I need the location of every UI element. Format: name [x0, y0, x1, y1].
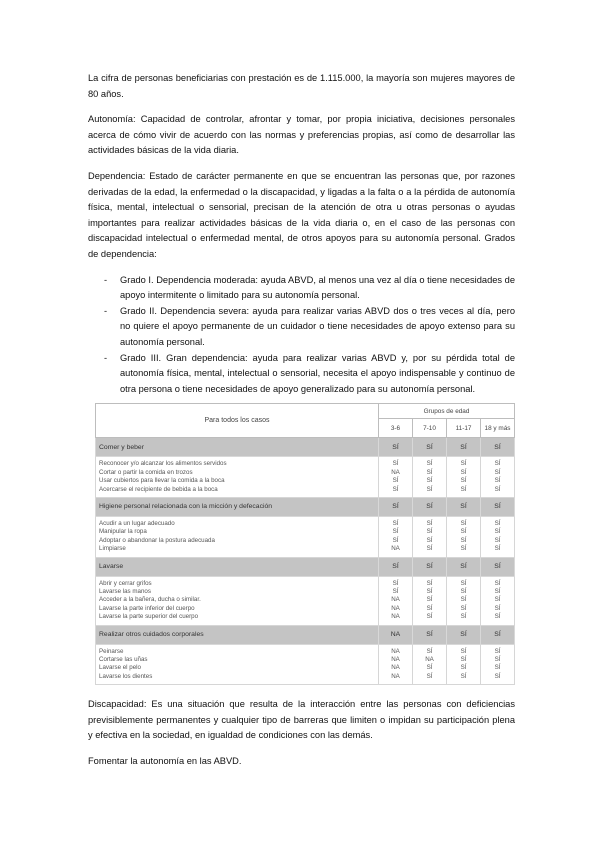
section-value: SÍ	[447, 557, 481, 576]
row-label: Limpiarse	[96, 545, 379, 557]
grade-item	[88, 351, 515, 398]
row-value: SÍ	[379, 477, 413, 485]
row-label: Lavarse las manos	[96, 588, 379, 596]
table-row	[96, 664, 515, 672]
row-label: Lavarse los dientes	[96, 673, 379, 685]
row-value: SÍ	[413, 469, 447, 477]
section-value: SÍ	[481, 625, 515, 644]
table-row	[96, 516, 515, 528]
row-label: Adoptar o abandonar la postura adecuada	[96, 537, 379, 545]
grade-text: Grado III. Gran dependencia: ayuda para realizar varias ABVD y, por su pérdida total de autonomía física, mental, intelectual o sensorial, necesita el apoyo indispensable y continuo de otra persona o tiene necesidades de apoyo generalizado para su autonomía personal.	[120, 352, 515, 394]
document-page	[88, 71, 515, 780]
section-title: Lavarse	[96, 557, 379, 576]
row-label: Reconocer y/o alcanzar los alimentos servidos	[96, 457, 379, 469]
section-value: SÍ	[379, 497, 413, 516]
table-row	[96, 605, 515, 613]
section-value: SÍ	[413, 625, 447, 644]
row-value: SÍ	[413, 516, 447, 528]
section-value: SÍ	[447, 625, 481, 644]
row-value: SÍ	[481, 486, 515, 498]
row-value: SÍ	[379, 486, 413, 498]
section-value: SÍ	[379, 557, 413, 576]
row-value: SÍ	[447, 469, 481, 477]
row-value: SÍ	[481, 516, 515, 528]
row-value: SÍ	[481, 596, 515, 604]
row-label: Acceder a la bañera, ducha o similar.	[96, 596, 379, 604]
abvd-table-image	[95, 403, 515, 685]
row-label: Acercarse el recipiente de bebida a la boca	[96, 486, 379, 498]
row-label: Abrir y cerrar grifos	[96, 576, 379, 588]
row-value: SÍ	[481, 673, 515, 685]
row-label: Lavarse la parte superior del cuerpo	[96, 613, 379, 625]
row-value: SÍ	[379, 457, 413, 469]
row-value: NA	[379, 664, 413, 672]
table-row	[96, 576, 515, 588]
row-value: SÍ	[413, 613, 447, 625]
table-row	[96, 545, 515, 557]
section-value: SÍ	[413, 557, 447, 576]
row-value: NA	[413, 656, 447, 664]
table-row	[96, 588, 515, 596]
age-col-header: 11-17	[447, 419, 481, 438]
row-value: SÍ	[447, 596, 481, 604]
row-value: SÍ	[447, 576, 481, 588]
age-col-header: 18 y más	[481, 419, 515, 438]
row-value: SÍ	[413, 486, 447, 498]
section-value: SÍ	[413, 497, 447, 516]
row-value: SÍ	[413, 644, 447, 656]
row-label: Lavarse la parte inferior del cuerpo	[96, 605, 379, 613]
row-value: SÍ	[481, 656, 515, 664]
row-value: SÍ	[447, 613, 481, 625]
list-dash: -	[104, 352, 108, 363]
grade-item	[88, 304, 515, 351]
row-value: SÍ	[481, 576, 515, 588]
row-value: SÍ	[447, 486, 481, 498]
row-label: Lavarse el pelo	[96, 664, 379, 672]
dependencia-paragraph: Dependencia: Estado de carácter permanente en que se encuentran las personas que, por razones derivadas de la edad, la enfermedad o la discapacidad, y ligadas a la falta o a la pérdida de autonomía física, mental, intelectual o sensorial, precisan de la atención de otra u otras personas o ayudas importantes para realizar actividades básicas de la vida diaria o, en el caso de las personas con discapacidad intelectual o enfermedad mental, de otros apoyos para su autonomía personal. Grados de dependencia:	[88, 170, 515, 259]
row-value: SÍ	[413, 545, 447, 557]
table-row	[96, 656, 515, 664]
row-value: SÍ	[481, 664, 515, 672]
section-value: NA	[379, 625, 413, 644]
section-title: Comer y beber	[96, 438, 379, 457]
table-row	[96, 537, 515, 545]
row-value: SÍ	[481, 477, 515, 485]
row-value: SÍ	[481, 545, 515, 557]
table-section-row	[96, 497, 515, 516]
section-value: SÍ	[413, 438, 447, 457]
table-body	[96, 438, 515, 685]
row-value: SÍ	[447, 664, 481, 672]
row-value: SÍ	[413, 537, 447, 545]
row-value: SÍ	[447, 516, 481, 528]
row-label: Cortar o partir la comida en trozos	[96, 469, 379, 477]
section-value: SÍ	[481, 438, 515, 457]
section-title: Realizar otros cuidados corporales	[96, 625, 379, 644]
table-row	[96, 528, 515, 536]
row-value: SÍ	[413, 605, 447, 613]
intro-paragraph: La cifra de personas beneficiarias con prestación es de 1.115.000, la mayoría son mujeres mayores de 80 años.	[88, 73, 515, 99]
row-value: SÍ	[447, 457, 481, 469]
table-row	[96, 673, 515, 685]
grade-text: Grado II. Dependencia severa: ayuda para realizar varias ABVD dos o tres veces al día, pero no quiere el apoyo permanente de un cuidador o tiene necesidades de apoyo extenso para su autonomía personal.	[120, 305, 515, 347]
section-value: SÍ	[447, 497, 481, 516]
row-value: SÍ	[379, 537, 413, 545]
row-value: SÍ	[379, 528, 413, 536]
table-row	[96, 477, 515, 485]
row-value: SÍ	[379, 576, 413, 588]
row-value: SÍ	[447, 644, 481, 656]
row-value: NA	[379, 605, 413, 613]
grades-list	[88, 273, 515, 398]
table-row	[96, 457, 515, 469]
row-value: SÍ	[481, 528, 515, 536]
row-value: NA	[379, 656, 413, 664]
row-value: SÍ	[481, 644, 515, 656]
section-value: SÍ	[481, 557, 515, 576]
table-section-row	[96, 557, 515, 576]
row-value: SÍ	[447, 605, 481, 613]
grade-item	[88, 273, 515, 304]
abvd-table	[95, 403, 515, 685]
list-dash: -	[104, 305, 108, 316]
row-value: NA	[379, 644, 413, 656]
row-value: SÍ	[481, 613, 515, 625]
row-value: SÍ	[413, 673, 447, 685]
table-row	[96, 486, 515, 498]
table-row	[96, 644, 515, 656]
row-value: NA	[379, 469, 413, 477]
section-value: SÍ	[447, 438, 481, 457]
fomentar-paragraph: Fomentar la autonomía en las ABVD.	[88, 755, 242, 766]
row-label: Manipular la ropa	[96, 528, 379, 536]
row-value: SÍ	[379, 588, 413, 596]
row-value: SÍ	[447, 588, 481, 596]
table-row	[96, 596, 515, 604]
row-value: NA	[379, 673, 413, 685]
row-value: SÍ	[413, 588, 447, 596]
row-value: NA	[379, 613, 413, 625]
row-value: SÍ	[481, 588, 515, 596]
section-title: Higiene personal relacionada con la micción y defecación	[96, 497, 379, 516]
table-row	[96, 613, 515, 625]
row-value: SÍ	[379, 516, 413, 528]
row-value: SÍ	[413, 576, 447, 588]
discapacidad-paragraph: Discapacidad: Es una situación que resulta de la interacción entre las personas con deficiencias previsiblemente permanentes y cualquier tipo de barreras que limiten o impidan su participación plena y efectiva en la sociedad, en igualdad de condiciones con las demás.	[88, 699, 515, 741]
row-value: SÍ	[413, 664, 447, 672]
row-value: SÍ	[413, 457, 447, 469]
row-value: SÍ	[447, 673, 481, 685]
age-col-header: 3-6	[379, 419, 413, 438]
row-value: SÍ	[447, 537, 481, 545]
row-value: SÍ	[447, 477, 481, 485]
row-value: SÍ	[447, 545, 481, 557]
row-label: Peinarse	[96, 644, 379, 656]
row-value: SÍ	[413, 596, 447, 604]
age-col-header: 7-10	[413, 419, 447, 438]
row-value: SÍ	[413, 477, 447, 485]
grade-text: Grado I. Dependencia moderada: ayuda ABVD, al menos una vez al día o tiene necesidades de apoyo intermitente o limitado para su autonomía personal.	[120, 274, 515, 301]
table-header-cases: Para todos los casos	[96, 404, 379, 438]
row-label: Usar cubiertos para llevar la comida a la boca	[96, 477, 379, 485]
row-label: Cortarse las uñas	[96, 656, 379, 664]
section-value: SÍ	[481, 497, 515, 516]
section-value: SÍ	[379, 438, 413, 457]
row-value: SÍ	[481, 537, 515, 545]
row-value: SÍ	[481, 457, 515, 469]
list-dash: -	[104, 274, 108, 285]
row-value: SÍ	[447, 656, 481, 664]
row-label: Acudir a un lugar adecuado	[96, 516, 379, 528]
row-value: NA	[379, 545, 413, 557]
table-section-row	[96, 438, 515, 457]
row-value: SÍ	[481, 605, 515, 613]
table-section-row	[96, 625, 515, 644]
autonomia-paragraph: Autonomía: Capacidad de controlar, afrontar y tomar, por propia iniciativa, decisiones personales acerca de cómo vivir de acuerdo con las normas y preferencias propias, así como de desarrollar las actividades básicas de la vida diaria.	[88, 114, 515, 156]
row-value: NA	[379, 596, 413, 604]
table-header-age-groups: Grupos de edad	[379, 404, 515, 419]
row-value: SÍ	[447, 528, 481, 536]
table-row	[96, 469, 515, 477]
row-value: SÍ	[481, 469, 515, 477]
row-value: SÍ	[413, 528, 447, 536]
